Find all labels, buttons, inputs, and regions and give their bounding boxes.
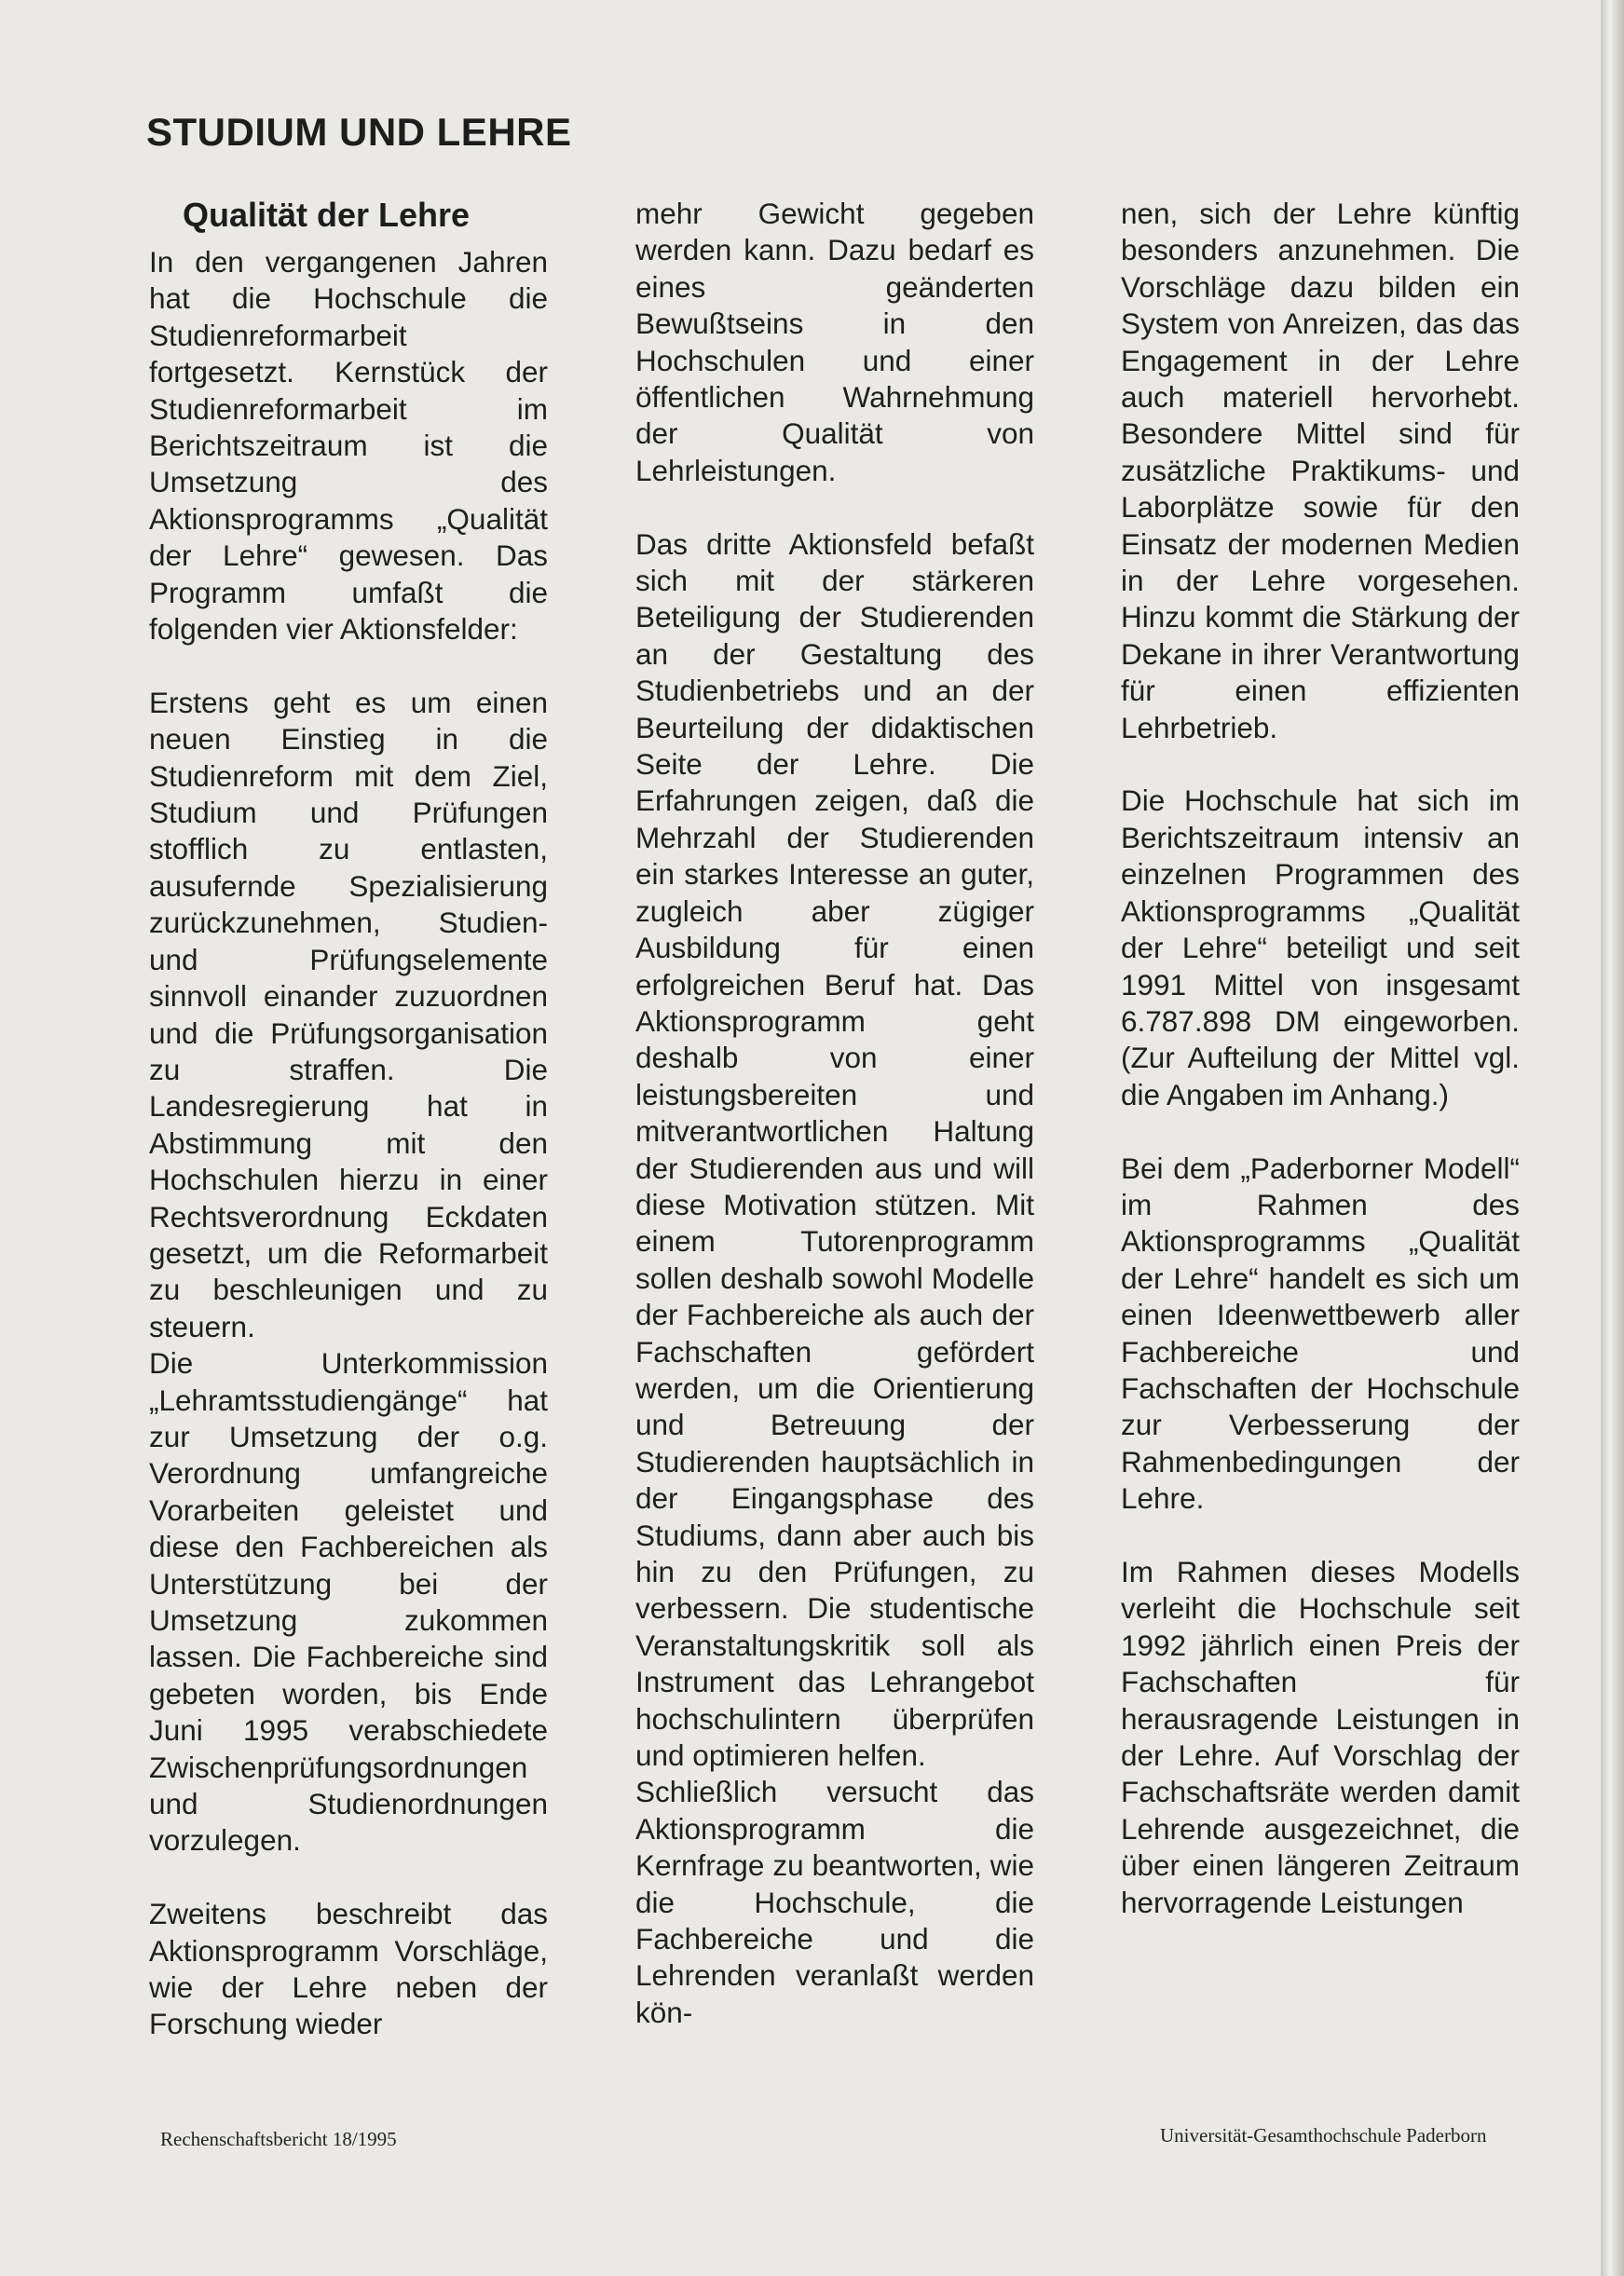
text-column-1 (149, 244, 548, 2079)
footer-university: Universität-Gesamthochschule Paderborn (1160, 2124, 1487, 2147)
paragraph: mehr Gewicht gegeben werden kann. Dazu bedarf es eines geänderten Bewußtseins in den Hochschulen und einer öffentlichen Wahrnehmung der Qualität von Lehrleistungen. (635, 197, 1034, 487)
paragraph: Im Rahmen dieses Modells verleiht die Hochschule seit 1992 jährlich einen Preis der Fachschaften für herausragende Leistungen in der Lehre. Auf Vorschlag der Fachschaftsräte werden damit Lehrende ausgezeichnet, die über einen längeren Zeitraum hervorragende Leistungen (1121, 1554, 1520, 1919)
page-edge (1601, 0, 1624, 2276)
paragraph: nen, sich der Lehre künftig besonders anzunehmen. Die Vorschläge dazu bilden ein System von Anreizen, das das Engagement in der Lehre auch materiell hervorhebt. Besondere Mittel sind für zusätzliche Praktikums- und Laborplätze sowie für den Einsatz der modernen Medien in der Lehre vorgesehen. Hinzu kommt die Stärkung der Dekane in ihrer Verantwortung für einen effizienten Lehrbetrieb. (1121, 197, 1520, 744)
paragraph: Die Unterkommission „Lehramtsstudiengänge“ hat zur Umsetzung der o.g. Verordnung umfangreiche Vorarbeiten geleistet und diese den Fachbereichen als Unterstützung bei der Umsetzung zukommen lassen. Die Fachbereiche sind gebeten worden, bis Ende Juni 1995 verabschiedete Zwischenprüfungsordnungen und Studienordnungen vorzulegen. (149, 1346, 548, 1858)
paragraph: Erstens geht es um einen neuen Einstieg in die Studienreform mit dem Ziel, Studium und Prüfungen stofflich zu entlasten, ausufernde Spezialisierung zurückzunehmen, Studien- und Prüfungselemente sinnvoll einander zuzuordnen und die Prüfungsorganisation zu straffen. Die Landesregierung hat in Abstimmung mit den Hochschulen hierzu in einer Rechtsverordnung Eckdaten gesetzt, um die Reformarbeit zu beschleunigen und zu steuern. (149, 685, 548, 1343)
show-through (1104, 149, 1114, 191)
text-column-2 (635, 196, 1034, 2068)
subtitle: Qualität der Lehre (183, 196, 471, 234)
paragraph: Die Hochschule hat sich im Berichtszeitraum intensiv an einzelnen Programmen des Aktionsprogramms „Qualität der Lehre“ beteiligt und seit 1991 Mittel von insgesamt 6.787.898 DM eingeworben. (Zur Aufteilung der Mittel vgl. die Angaben im Anhang.) (1121, 784, 1520, 1111)
footer-report-title: Rechenschaftsbericht 18/1995 (160, 2128, 397, 2150)
paragraph: In den vergangenen Jahren hat die Hochschule die Studienreformarbeit fortgesetzt. Kernstück der Studienreformarbeit im Berichtszeitraum ist die Umsetzung des Aktionsprogramms „Qualität der Lehre“ gewesen. Das Programm umfaßt die folgenden vier Aktionsfelder: (149, 245, 548, 647)
text-column-3 (1121, 196, 1520, 1957)
paragraph: Bei dem „Paderborner Modell“ im Rahmen des Aktionsprogramms „Qualität der Lehre“ handelt es sich um einen Ideenwettbewerb aller Fachbereiche und Fachschaften der Hochschule zur Verbesserung der Rahmenbedingungen der Lehre. (1121, 1151, 1520, 1516)
paragraph: Das dritte Aktionsfeld befaßt sich mit der stärkeren Beteiligung der Studierenden an der Gestaltung des Studienbetriebs und an der Beurteilung der didaktischen Seite der Lehre. Die Erfahrungen zeigen, daß die Mehrzahl der Studierenden ein starkes Interesse an guter, zugleich aber zügiger Ausbildung für einen erfolgreichen Beruf hat. Das Aktionsprogramm geht deshalb von einer leistungsbereiten und mitverantwortlichen Haltung der Studierenden aus und will diese Motivation stützen. Mit einem Tutorenprogramm sollen deshalb sowohl Modelle der Fachbereiche als auch der Fachschaften gefördert werden, um die Orientierung und Betreuung der Studierenden hauptsächlich in der Eingangsphase des Studiums, dann aber auch bis hin zu den Prüfungen, zu verbessern. Die studentische Veranstaltungskritik soll als Instrument das Lehrangebot hochschulintern überprüfen und optimieren helfen. (635, 526, 1034, 1773)
paragraph: Schließlich versucht das Aktionsprogramm die Kernfrage zu beantworten, wie die Hochschule, die Fachbereiche und die Lehrenden veranlaßt werden kön- (635, 1775, 1034, 2029)
section-title: STUDIUM UND LEHRE (146, 110, 572, 154)
paragraph: Zweitens beschreibt das Aktionsprogramm Vorschläge, wie der Lehre neben der Forschung wieder (149, 1897, 548, 2041)
